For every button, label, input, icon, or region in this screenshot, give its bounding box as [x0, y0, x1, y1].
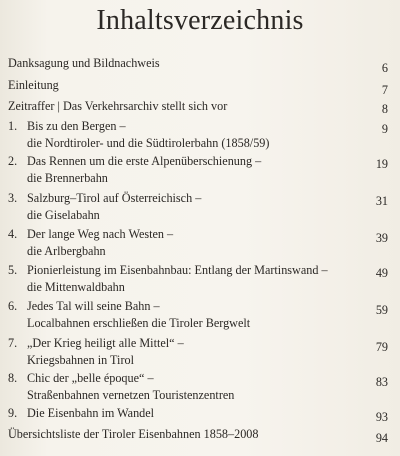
page-title: Inhaltsverzeichnis [96, 5, 304, 36]
toc-chapter-number: 6. [8, 299, 18, 313]
toc-page-number: 93 [375, 410, 388, 424]
toc-chapter-number: 9. [8, 406, 18, 420]
toc-page-number: 79 [375, 340, 388, 354]
toc-entry-label: Chic der „belle époque“ – Straßenbahnen vernetzen Touristenzentren [27, 371, 235, 402]
toc-chapter-number: 8. [8, 371, 18, 385]
toc-chapter-number: 7. [8, 336, 18, 350]
toc-page-number: 39 [375, 231, 388, 245]
toc-entry-label: Bis zu den Bergen – die Nordtiroler- und die Südtirolerbahn (1858/59) [27, 119, 270, 150]
toc-page-number: 31 [375, 194, 388, 208]
toc-entry-label: Einleitung [8, 78, 59, 92]
toc-entry-label: „Der Krieg heiligt alle Mittel“ – Kriegsbahnen in Tirol [27, 336, 184, 367]
toc-entry-label: Zeitraffer | Das Verkehrsarchiv stellt sich vor [8, 99, 228, 113]
toc-entry-label: Übersichtsliste der Tiroler Eisenbahnen 1858–2008 [8, 427, 259, 441]
toc-page-number: 7 [381, 83, 388, 97]
toc-entry-label: Die Eisenbahn im Wandel [27, 406, 155, 420]
toc-entry-label: Das Rennen um die erste Alpenüberschienung – die Brennerbahn [27, 154, 262, 185]
toc-entry-label: Der lange Weg nach Westen – die Arlbergbahn [27, 227, 174, 258]
toc-entry-label: Salzburg–Tirol auf Österreichisch – die Giselabahn [27, 191, 202, 222]
toc-chapter-number: 1. [8, 119, 18, 133]
toc-chapter-number: 5. [8, 263, 18, 277]
toc-chapter-number: 3. [8, 191, 18, 205]
toc-page-number: 19 [375, 157, 388, 171]
toc-page-number: 6 [381, 61, 388, 75]
toc-entry-label: Pionierleistung im Eisenbahnbau: Entlang der Martinswand – die Mittenwaldbahn [27, 263, 328, 294]
toc-page-number: 83 [375, 375, 388, 389]
toc-chapter-number: 4. [8, 227, 18, 241]
toc-entry-label: Jedes Tal will seine Bahn – Localbahnen erschließen die Tiroler Bergwelt [27, 299, 251, 330]
toc-entry-label: Danksagung und Bildnachweis [8, 56, 160, 70]
toc-page-number: 8 [381, 102, 388, 116]
toc-page-number: 59 [375, 303, 388, 317]
toc-page-number: 94 [375, 431, 388, 445]
toc-page-number: 49 [375, 266, 388, 280]
toc-chapter-number: 2. [8, 154, 18, 168]
toc-page-number: 9 [381, 122, 388, 136]
